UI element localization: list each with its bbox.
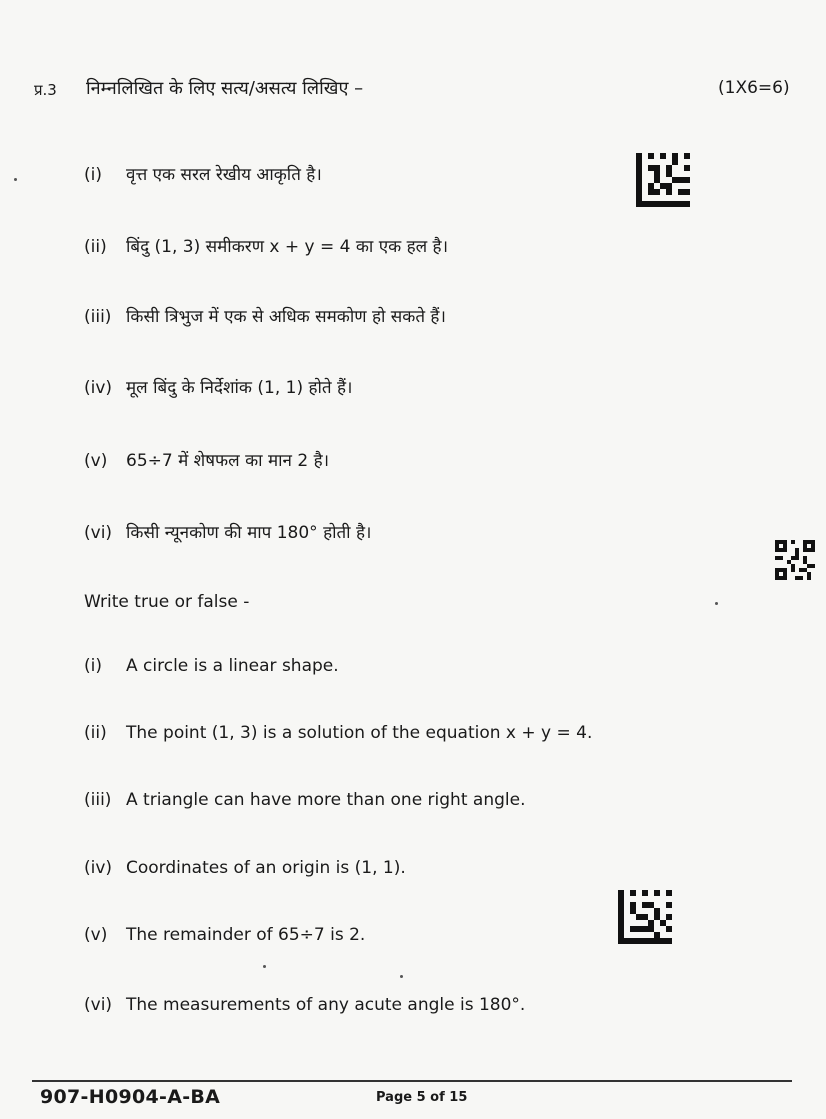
item-text: The remainder of 65÷7 is 2. xyxy=(126,925,366,945)
item-number: (ii) xyxy=(84,237,107,257)
question-marks: (1X6=6) xyxy=(718,78,790,98)
item-number: (iv) xyxy=(84,378,113,398)
english-item xyxy=(84,656,339,676)
english-item xyxy=(84,925,365,945)
english-item xyxy=(84,723,592,743)
item-text: मूल बिंदु के निर्देशांक (1, 1) होते हैं। xyxy=(126,378,353,398)
hindi-item xyxy=(84,304,446,327)
scan-speck xyxy=(715,602,718,605)
english-heading: Write true or false - xyxy=(84,592,250,612)
scan-speck xyxy=(263,965,266,968)
item-number: (vi) xyxy=(84,523,113,543)
hindi-item xyxy=(84,520,371,543)
paper-code: 907-H0904-A-BA xyxy=(40,1086,221,1108)
question-number: प्र.3 xyxy=(34,81,57,99)
item-number: (iii) xyxy=(84,307,112,327)
hindi-item xyxy=(84,448,329,471)
qr-code-icon xyxy=(775,540,815,580)
item-text: A triangle can have more than one right angle. xyxy=(126,790,526,810)
item-number: (v) xyxy=(84,451,108,471)
item-text: किसी न्यूनकोण की माप 180° होती है। xyxy=(126,523,372,543)
question-title: निम्नलिखित के लिए सत्य/असत्य लिखिए – xyxy=(86,78,364,99)
item-number: (iii) xyxy=(84,790,112,810)
item-number: (iv) xyxy=(84,858,113,878)
item-text: 65÷7 में शेषफल का मान 2 है। xyxy=(126,451,330,471)
item-text: बिंदु (1, 3) समीकरण x + y = 4 का एक हल है। xyxy=(126,237,449,257)
item-number: (i) xyxy=(84,656,102,676)
scan-speck xyxy=(14,178,17,181)
english-item xyxy=(84,790,525,810)
item-number: (ii) xyxy=(84,723,107,743)
item-number: (v) xyxy=(84,925,108,945)
hindi-item xyxy=(84,162,322,185)
hindi-item xyxy=(84,375,353,398)
item-number: (i) xyxy=(84,165,102,185)
item-text: किसी त्रिभुज में एक से अधिक समकोण हो सकते हैं। xyxy=(126,307,446,327)
item-number: (vi) xyxy=(84,995,113,1015)
item-text: The measurements of any acute angle is 180°. xyxy=(126,995,526,1015)
hindi-item xyxy=(84,234,448,257)
english-item xyxy=(84,858,406,878)
scan-speck xyxy=(400,975,403,978)
item-text: A circle is a linear shape. xyxy=(126,656,339,676)
item-text: वृत्त एक सरल रेखीय आकृति है। xyxy=(126,165,322,185)
datamatrix-code-icon xyxy=(618,890,672,944)
page-number: Page 5 of 15 xyxy=(376,1090,468,1105)
footer-rule xyxy=(32,1080,792,1082)
item-text: The point (1, 3) is a solution of the equation x + y = 4. xyxy=(126,723,593,743)
datamatrix-code-icon xyxy=(636,153,690,207)
english-item xyxy=(84,995,525,1015)
item-text: Coordinates of an origin is (1, 1). xyxy=(126,858,406,878)
